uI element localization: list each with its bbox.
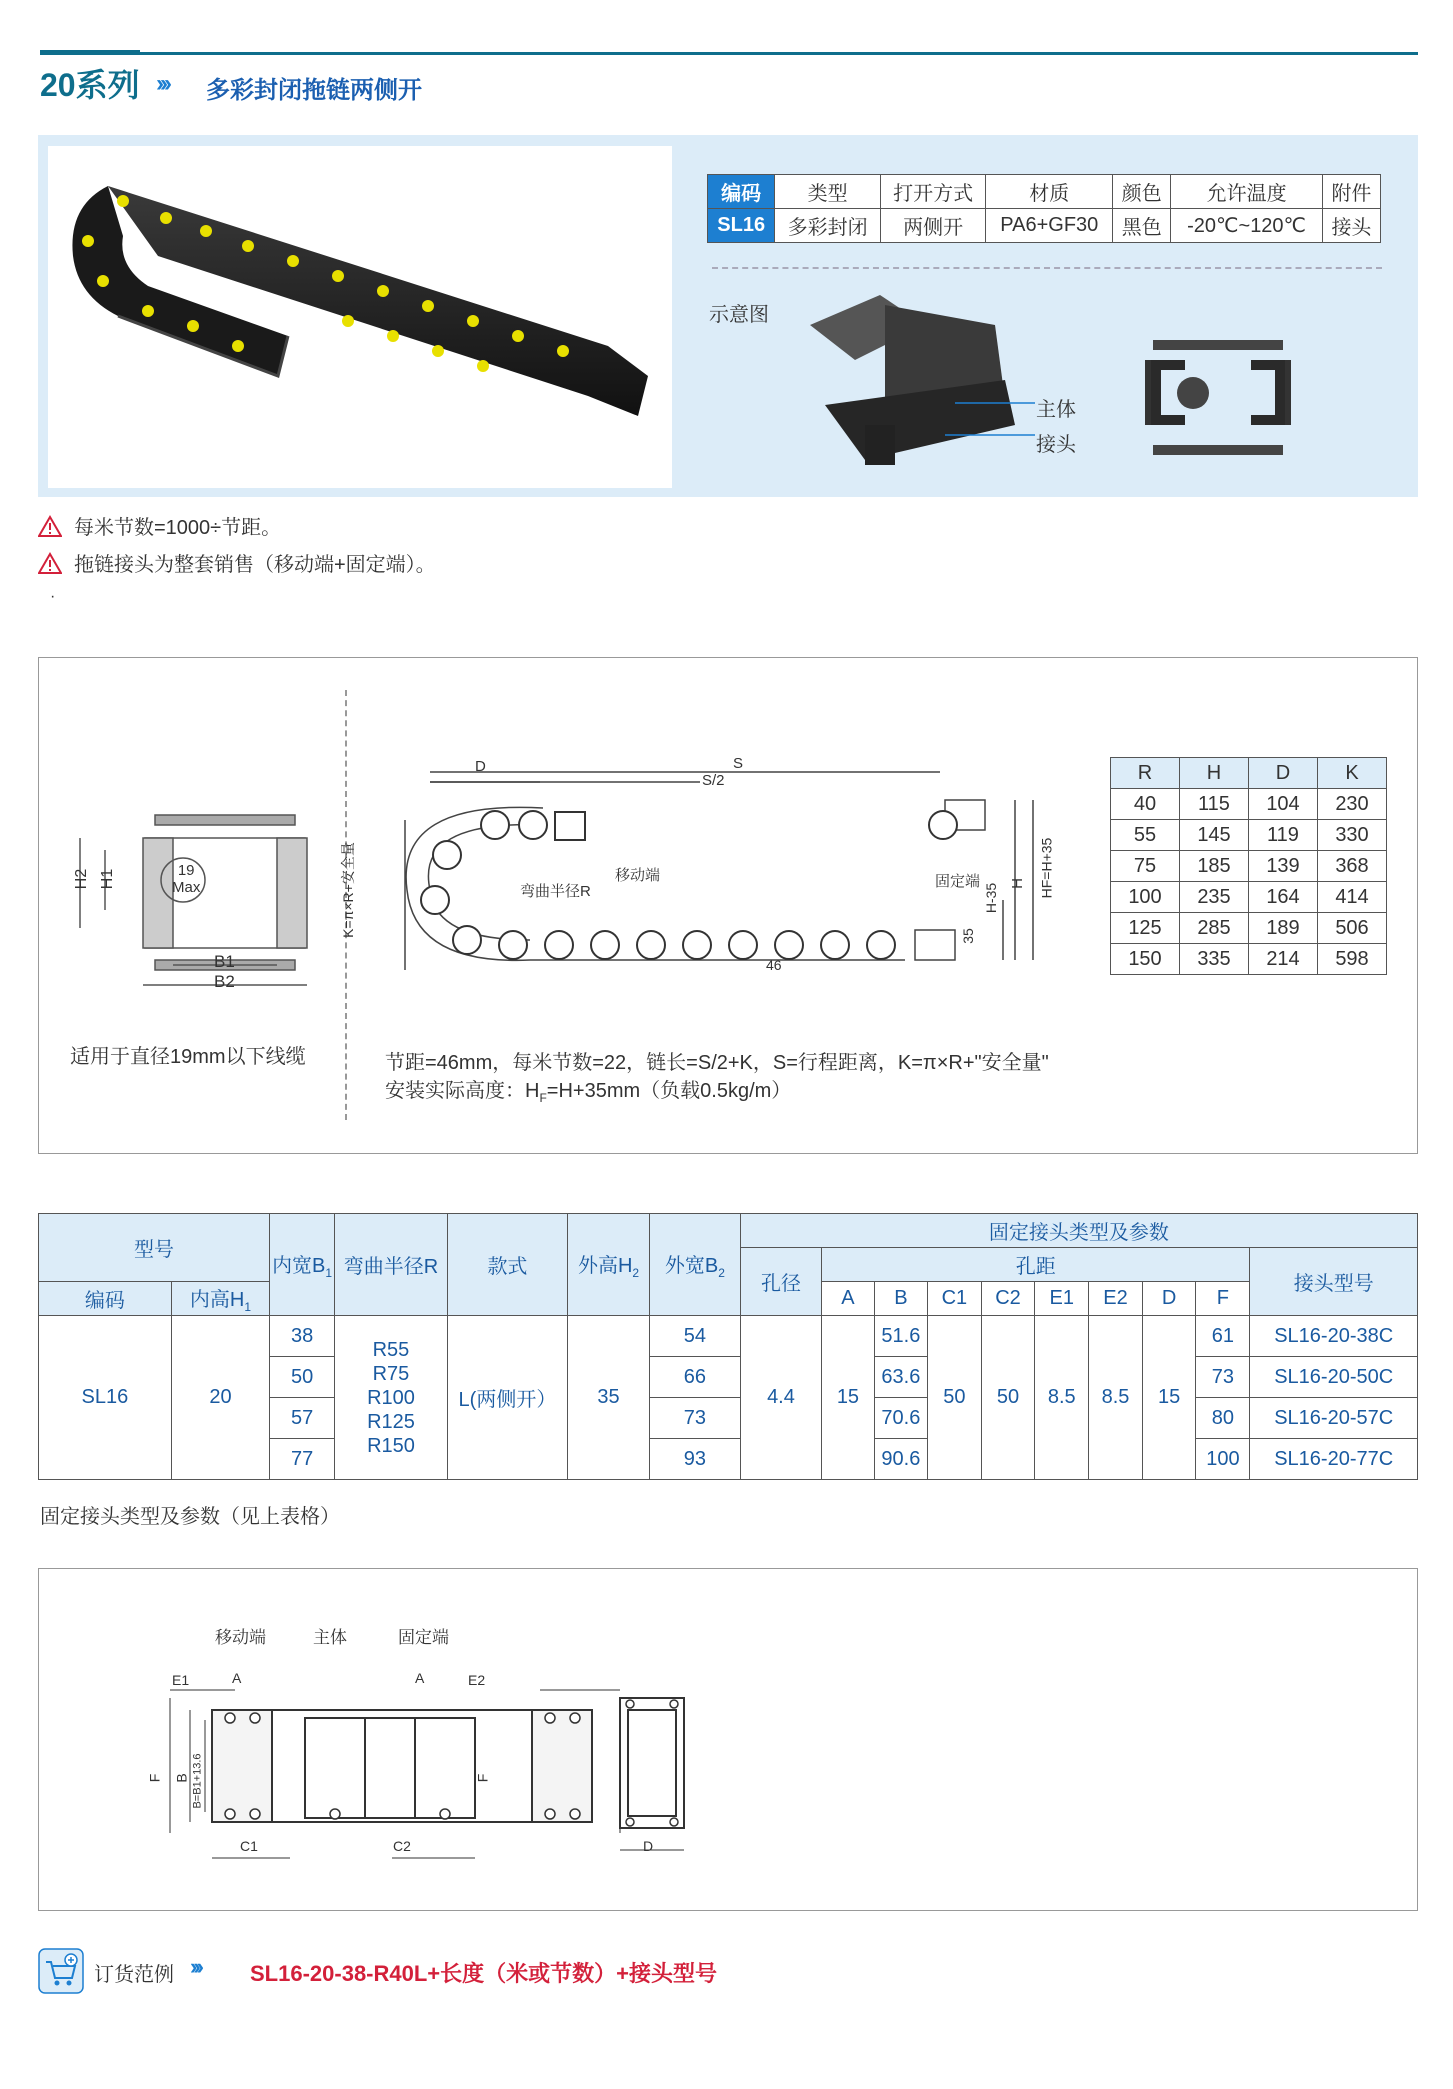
th-sub: 1	[325, 1266, 333, 1280]
order-label: 订货范例	[94, 1964, 174, 1986]
spec-table	[707, 174, 1381, 243]
cross-section-drawing	[65, 800, 335, 1010]
cell-h2: 35	[568, 1316, 650, 1480]
warning-icon	[38, 515, 62, 537]
dim-h2: H2	[73, 868, 91, 890]
cell-model: SL16-20-57C	[1250, 1398, 1418, 1439]
cd-body: 主体	[313, 1628, 347, 1647]
label-connector: 接头	[1036, 434, 1076, 456]
cell: 230	[1318, 789, 1387, 820]
cell-e2: 8.5	[1089, 1316, 1143, 1480]
cell: 100	[1111, 882, 1180, 913]
series-title: 20系列	[40, 67, 140, 103]
spec-header-color: 颜色	[1113, 175, 1171, 209]
spec-header-code: 编码	[708, 175, 775, 209]
cell: 185	[1180, 851, 1249, 882]
note-1	[38, 511, 281, 540]
cell: 285	[1180, 913, 1249, 944]
cell: 55	[1111, 820, 1180, 851]
cell-code: SL16	[39, 1316, 172, 1480]
cell-radius	[335, 1316, 448, 1480]
cd-d: D	[643, 1838, 654, 1854]
th-b: B	[874, 1282, 927, 1316]
note-1-text: 每米节数=1000÷节距。	[74, 517, 282, 539]
radius-value: R100	[367, 1386, 415, 1409]
dim-max-label	[172, 862, 200, 896]
cell: 235	[1180, 882, 1249, 913]
th-sub: 2	[632, 1266, 640, 1280]
cell-style: L(两侧开）	[447, 1316, 567, 1480]
cell: 150	[1111, 944, 1180, 975]
cell-b1: 38	[270, 1316, 335, 1357]
dim-s2: S/2	[702, 772, 725, 789]
spec-color: 黑色	[1113, 209, 1171, 243]
cell-hole: 4.4	[740, 1316, 821, 1480]
cell: 164	[1249, 882, 1318, 913]
main-table	[38, 1213, 1418, 1480]
cell-d: 15	[1142, 1316, 1196, 1480]
radius-table	[1110, 757, 1387, 975]
cell: 330	[1318, 820, 1387, 851]
cd-a-left: A	[232, 1670, 242, 1686]
cell-b1: 57	[270, 1398, 335, 1439]
cell-b: 90.6	[874, 1439, 927, 1480]
cell-h1: 20	[171, 1316, 269, 1480]
table-row	[1111, 944, 1387, 975]
dim-46: 46	[766, 957, 782, 973]
cell: 75	[1111, 851, 1180, 882]
th-inner-height-text: 内高H	[189, 1289, 245, 1311]
cell-b2: 73	[650, 1398, 741, 1439]
cd-fixed: 固定端	[398, 1628, 449, 1647]
dim-h35: H-35	[983, 882, 1000, 914]
th-a: A	[822, 1282, 875, 1316]
th-code: 编码	[39, 1282, 172, 1316]
spec-header-type: 类型	[775, 175, 881, 209]
cell-c1: 50	[928, 1316, 982, 1480]
cell-f: 80	[1196, 1398, 1250, 1439]
note-2-text: 拖链接头为整套销售（移动端+固定端）。	[74, 554, 436, 576]
cell-b1: 50	[270, 1357, 335, 1398]
cell-a: 15	[822, 1316, 875, 1480]
th-inner-height	[171, 1282, 269, 1316]
spec-header-temp: 允许温度	[1171, 175, 1323, 209]
chevrons: ›››	[156, 70, 168, 97]
r-header-h: H	[1180, 758, 1249, 789]
cell-b: 51.6	[874, 1316, 927, 1357]
dim-k: K=π×R+安全量	[339, 842, 356, 938]
spec-header-accessory: 附件	[1322, 175, 1380, 209]
table-row	[1111, 851, 1387, 882]
table-caption: 固定接头类型及参数（见上表格）	[40, 1506, 340, 1528]
table-row	[1111, 913, 1387, 944]
th-sub: 2	[718, 1266, 725, 1280]
label-body: 主体	[1036, 399, 1076, 421]
cell: 368	[1318, 851, 1387, 882]
th-outer-width	[650, 1214, 741, 1316]
dim-s: S	[733, 755, 744, 772]
header-rule	[40, 52, 1418, 55]
cell: 414	[1318, 882, 1387, 913]
cd-e1: E1	[172, 1672, 190, 1688]
th-outer-height	[568, 1214, 650, 1316]
th-c1: C1	[928, 1282, 982, 1316]
warning-icon	[38, 552, 62, 574]
spec-accessory: 接头	[1322, 209, 1380, 243]
dashed-divider	[712, 267, 1382, 269]
dim-max-word: Max	[172, 879, 201, 896]
spec-header-open: 打开方式	[880, 175, 986, 209]
formula-1: 节距=46mm，每米节数=22，链长=S/2+K，S=行程距离，K=π×R+"安全量"	[385, 1052, 1049, 1074]
order-example: SL16-20-38-R40L+长度（米或节数）+接头型号	[250, 1961, 717, 1986]
cell: 125	[1111, 913, 1180, 944]
cd-b: B	[173, 1773, 190, 1783]
formula-2-prefix: 安装实际高度：H	[385, 1080, 540, 1102]
table-row	[1111, 882, 1387, 913]
radius-value: R125	[367, 1410, 415, 1433]
cell: 104	[1249, 789, 1318, 820]
cell-b1: 77	[270, 1439, 335, 1480]
product-photo	[48, 146, 672, 488]
dim-fixed: 固定端	[935, 873, 981, 890]
dim-35: 35	[959, 928, 976, 944]
th-inner-width	[270, 1214, 335, 1316]
th-outer-width-text: 外宽B	[664, 1255, 719, 1277]
spec-type: 多彩封闭	[775, 209, 881, 243]
spec-material: PA6+GF30	[986, 209, 1113, 243]
cd-f-right: F	[474, 1773, 491, 1783]
dim-radius: 弯曲半径R	[520, 883, 591, 900]
th-hole-pitch: 孔距	[822, 1248, 1250, 1282]
dim-moving: 移动端	[615, 867, 661, 884]
th-sub: 1	[244, 1300, 252, 1314]
th-inner-width-text: 内宽B	[272, 1255, 326, 1277]
cell-b2: 54	[650, 1316, 741, 1357]
connector-end-view	[610, 1690, 700, 1870]
cell: 598	[1318, 944, 1387, 975]
cd-e2: E2	[468, 1672, 486, 1688]
table-row	[1111, 820, 1387, 851]
formula-2-suffix: =H+35mm（负载0.5kg/m）	[546, 1080, 792, 1102]
dim-d: D	[475, 758, 486, 775]
formula-2-sub: F	[539, 1091, 547, 1105]
cell-model: SL16-20-38C	[1250, 1316, 1418, 1357]
cell-f: 61	[1196, 1316, 1250, 1357]
cell-b: 63.6	[874, 1357, 927, 1398]
dim-b2: B2	[214, 972, 235, 991]
order-chevrons: ›››	[190, 1954, 200, 1979]
cell: 115	[1180, 789, 1249, 820]
spec-header-material: 材质	[986, 175, 1113, 209]
page-subtitle: 多彩封闭拖链两侧开	[206, 77, 422, 104]
dim-hf: HF=H+35	[1038, 837, 1055, 899]
th-connector-model: 接头型号	[1250, 1248, 1418, 1316]
th-style: 款式	[447, 1214, 567, 1316]
cart-icon	[38, 1948, 84, 1994]
dim-max-num: 19	[177, 862, 195, 879]
cd-c2: C2	[393, 1838, 411, 1854]
note-2	[38, 548, 436, 577]
cell: 139	[1249, 851, 1318, 882]
cell: 335	[1180, 944, 1249, 975]
radius-value: R150	[367, 1434, 415, 1457]
cell-model: SL16-20-50C	[1250, 1357, 1418, 1398]
cd-a-right: A	[415, 1670, 425, 1686]
dim-h: H	[1008, 878, 1026, 889]
cell-b2: 93	[650, 1439, 741, 1480]
cell-model: SL16-20-77C	[1250, 1439, 1418, 1480]
cell: 506	[1318, 913, 1387, 944]
drag-chain-image	[48, 146, 672, 488]
th-bend-radius: 弯曲半径R	[335, 1214, 448, 1316]
r-header-r: R	[1111, 758, 1180, 789]
cell: 189	[1249, 913, 1318, 944]
radius-value: R75	[372, 1362, 410, 1385]
cell: 40	[1111, 789, 1180, 820]
cd-moving: 移动端	[215, 1628, 266, 1647]
radius-value: R55	[372, 1338, 410, 1361]
spec-open: 两侧开	[880, 209, 986, 243]
cd-b13: B=B1+13.6	[191, 1753, 204, 1809]
cell: 145	[1180, 820, 1249, 851]
th-outer-height-text: 外高H	[577, 1255, 633, 1277]
dim-b1: B1	[214, 952, 235, 971]
table-row	[39, 1316, 1418, 1357]
th-f: F	[1196, 1282, 1250, 1316]
th-e1: E1	[1035, 1282, 1089, 1316]
dim-h1: H1	[99, 868, 117, 890]
cell-b2: 66	[650, 1357, 741, 1398]
cell-c2: 50	[981, 1316, 1035, 1480]
th-e2: E2	[1089, 1282, 1143, 1316]
r-header-d: D	[1249, 758, 1318, 789]
th-hole-dia: 孔径	[740, 1248, 821, 1316]
th-model: 型号	[39, 1214, 270, 1282]
th-d: D	[1142, 1282, 1196, 1316]
formula-2	[385, 1074, 791, 1105]
dot: ·	[50, 588, 56, 605]
diagram-label: 示意图	[709, 304, 769, 326]
th-c2: C2	[981, 1282, 1035, 1316]
cell: 214	[1249, 944, 1318, 975]
table-row	[1111, 789, 1387, 820]
r-header-k: K	[1318, 758, 1387, 789]
cell-f: 73	[1196, 1357, 1250, 1398]
spec-temp: -20℃~120℃	[1171, 209, 1323, 243]
cell: 119	[1249, 820, 1318, 851]
spec-code: SL16	[708, 209, 775, 243]
th-fixed-group: 固定接头类型及参数	[740, 1214, 1417, 1248]
cd-c1: C1	[240, 1838, 258, 1854]
cell-e1: 8.5	[1035, 1316, 1089, 1480]
cable-note: 适用于直径19mm以下线缆	[70, 1046, 306, 1068]
cell-b: 70.6	[874, 1398, 927, 1439]
cell-f: 100	[1196, 1439, 1250, 1480]
cd-f-left: F	[146, 1773, 163, 1783]
